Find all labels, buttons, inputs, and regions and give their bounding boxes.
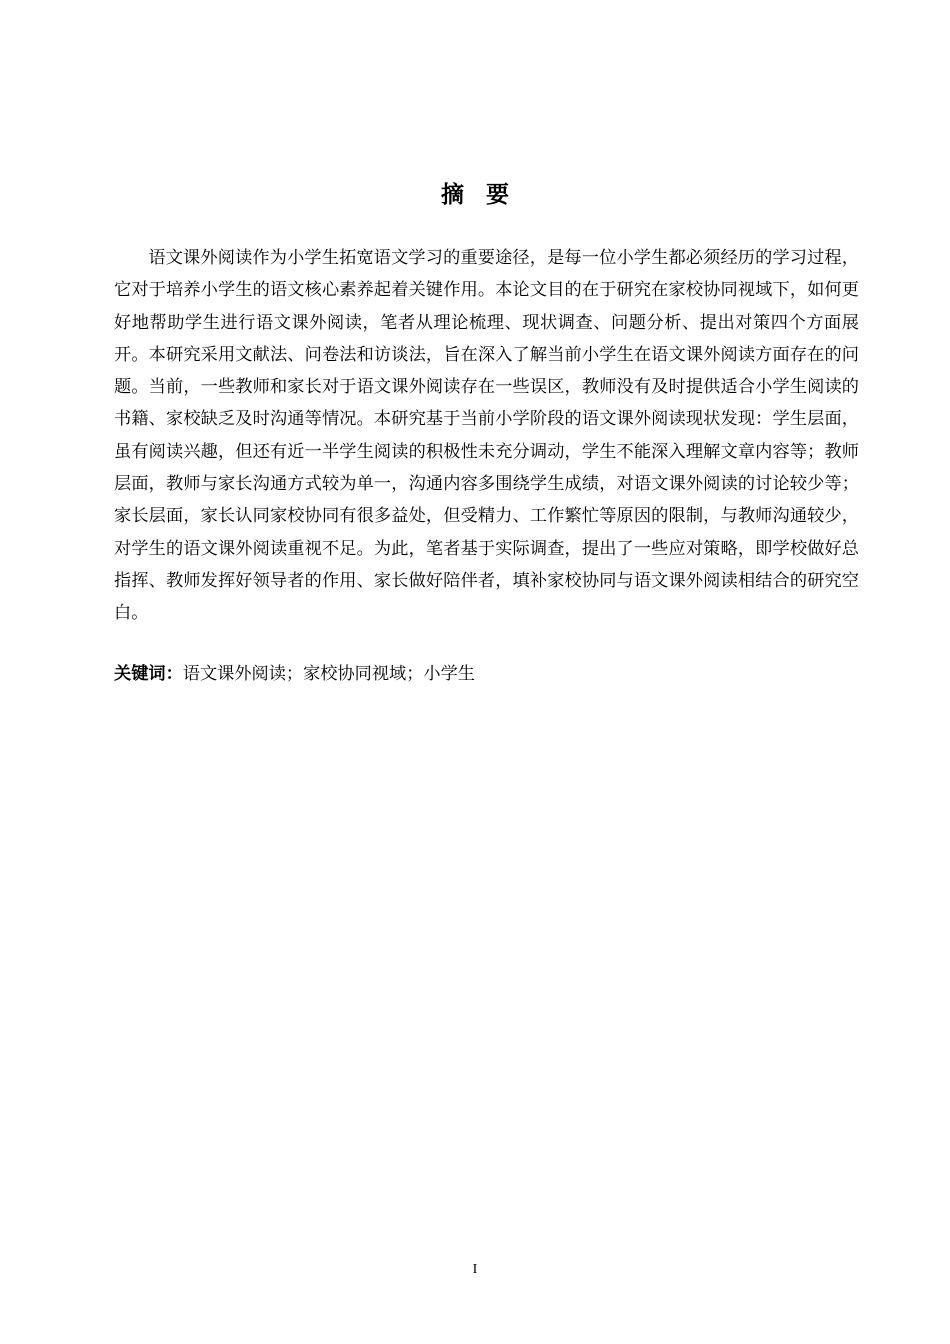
- keywords-line: [114, 660, 859, 688]
- abstract-body: 语文课外阅读作为小学生拓宽语文学习的重要途径，是每一位小学生都必须经历的学习过程，它对于培养小学生的语文核心素养起着关键作用。本论文目的在于研究在家校协同视域下，如何更好地帮助学生进行语文课外阅读，笔者从理论梳理、现状调查、问题分析、提出对策四个方面展开。本研究采用文献法、问卷法和访谈法，旨在深入了解当前小学生在语文课外阅读方面存在的问题。当前，一些教师和家长对于语文课外阅读存在一些误区，教师没有及时提供适合小学生阅读的书籍、家校缺乏及时沟通等情况。本研究基于当前小学阶段的语文课外阅读现状发现：学生层面，虽有阅读兴趣，但还有近一半学生阅读的积极性未充分调动，学生不能深入理解文章内容等；教师层面，教师与家长沟通方式较为单一，沟通内容多围绕学生成绩，对语文课外阅读的讨论较少等；家长层面，家长认同家校协同有很多益处，但受精力、工作繁忙等原因的限制，与教师沟通较少，对学生的语文课外阅读重视不足。为此，笔者基于实际调查，提出了一些应对策略，即学校做好总指挥、教师发挥好领导者的作用、家长做好陪伴者，填补家校协同与语文课外阅读相结合的研究空白。: [114, 248, 859, 624]
- abstract-title: 摘要: [441, 182, 531, 208]
- page-number: I: [472, 1262, 478, 1277]
- keywords-label: 关键词：: [114, 664, 183, 684]
- keywords-value: 语文课外阅读；家校协同视域；小学生: [182, 664, 475, 684]
